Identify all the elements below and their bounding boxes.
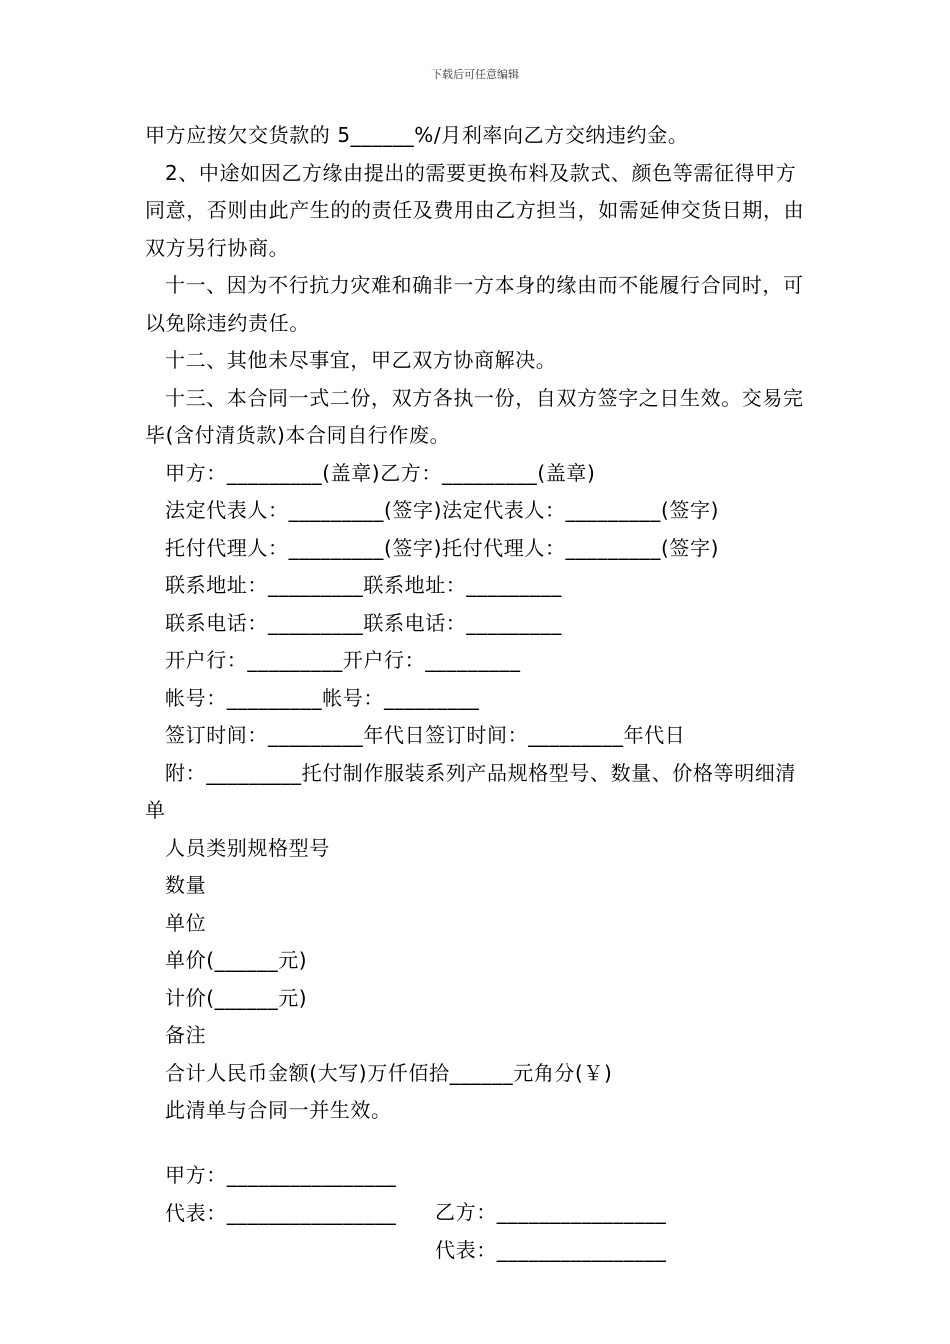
paragraph: 十二、其他未尽事宜，甲乙双方协商解决。: [165, 348, 557, 372]
list-item: 计价(______元): [165, 985, 308, 1010]
agent-line: 托付代理人：_________(签字)托付代理人：_________(签字): [165, 535, 720, 560]
paragraph: 2、中途如因乙方缘由提出的需要更换布料及款式、颜色等需征得甲方同意，否则由此产生的的责任及费用由乙方担当，如需延伸交货日期，由双方另行协商。: [145, 160, 805, 260]
party-b-representative: 代表：________________: [435, 1238, 667, 1262]
total-amount-line: 合计人民币金额(大写)万仟佰拾______元角分(￥): [165, 1060, 613, 1085]
party-a-signature: 甲方：________________: [165, 1162, 397, 1187]
party-line: 甲方：_________(盖章)乙方：_________(盖章): [165, 460, 596, 485]
list-header: 人员类别规格型号: [165, 835, 330, 860]
account-line: 帐号：_________帐号：_________: [165, 685, 480, 710]
paragraph: 十三、本合同一式二份，双方各执一份，自双方签字之日生效。交易完毕(含付清货款)本合同自行作废。: [145, 385, 804, 447]
list-item: 数量: [165, 873, 207, 897]
bank-line: 开户行：_________开户行：_________: [165, 648, 521, 672]
list-item: 备注: [165, 1023, 207, 1047]
address-line: 联系地址：_________联系地址：_________: [165, 573, 562, 597]
phone-line: 联系电话：_________联系电话：_________: [165, 610, 562, 635]
legal-rep-line: 法定代表人：_________(签字)法定代表人：_________(签字): [165, 498, 720, 522]
page-header: 下载后可任意编辑: [431, 68, 519, 81]
party-b-signature: 乙方：________________: [435, 1200, 667, 1224]
signing-time-line: 签订时间：_________年代日签订时间：_________年代日: [165, 723, 686, 747]
contract-body: [145, 117, 810, 1130]
list-item: 单位: [165, 910, 207, 935]
effective-note: 此清单与合同一并生效。: [165, 1098, 392, 1122]
party-a-representative: 代表：________________: [165, 1200, 397, 1225]
appendix-line: 附：_________托付制作服装系列产品规格型号、数量、价格等明细清单: [145, 760, 796, 822]
paragraph: 甲方应按欠交货款的 5______%/月利率向乙方交纳违约金。: [145, 123, 689, 147]
list-item: 单价(______元): [165, 948, 308, 972]
paragraph: 十一、因为不行抗力灾难和确非一方本身的缘由而不能履行合同时，可以免除违约责任。: [145, 273, 804, 335]
